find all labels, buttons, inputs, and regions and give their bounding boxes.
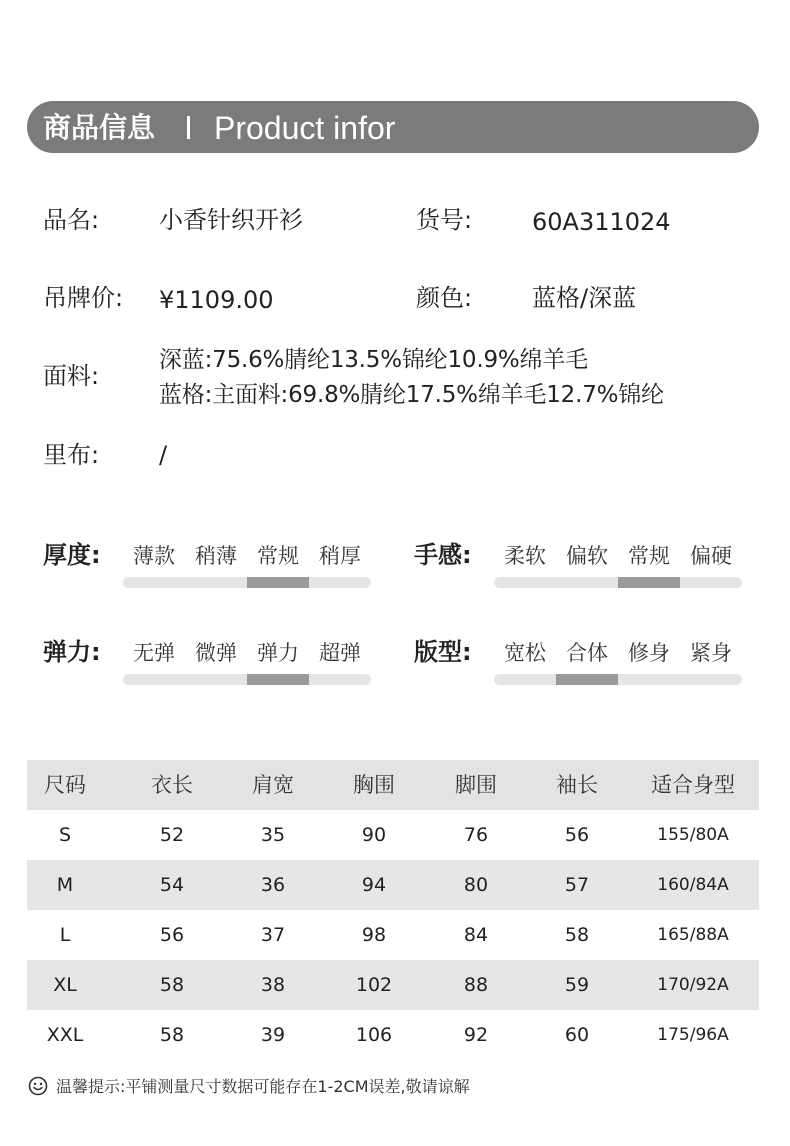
name-value: 小香针织开衫: [159, 206, 303, 234]
elasticity-option: 无弹: [133, 641, 175, 665]
table-cell: 90: [361, 824, 387, 846]
table-cell: 165/88A: [657, 925, 729, 945]
table-cell: 59: [564, 974, 590, 996]
fit-title: 版型:: [414, 638, 472, 666]
table-cell: 80: [463, 874, 489, 896]
thickness-option: 稍厚: [319, 544, 361, 568]
table-cell: 170/92A: [657, 975, 729, 995]
table-cell: 胸围: [353, 773, 395, 797]
lining-label: 里布:: [43, 441, 100, 469]
table-cell: 106: [355, 1024, 393, 1046]
fit-track: [494, 674, 742, 685]
size-table: [27, 760, 759, 1060]
table-row: [27, 860, 759, 910]
fit-option: 宽松: [504, 641, 546, 665]
thickness-option: 常规: [257, 544, 299, 568]
fit-selected-segment: [556, 674, 618, 685]
table-cell: 38: [260, 974, 286, 996]
header-title-cn: 商品信息: [43, 111, 156, 144]
lining-value: /: [159, 441, 168, 469]
feel-title: 手感:: [414, 541, 472, 569]
table-cell: 160/84A: [657, 875, 729, 895]
name-label: 品名:: [43, 206, 100, 234]
table-cell: L: [59, 924, 71, 946]
table-header-row: [27, 760, 759, 810]
tip-text: 温馨提示:平铺测量尺寸数据可能存在1-2CM误差,敬请谅解: [56, 1077, 470, 1096]
table-cell: 76: [463, 824, 489, 846]
fit-option: 修身: [628, 641, 670, 665]
table-cell: 衣长: [151, 773, 193, 797]
table-cell: 175/96A: [657, 1025, 729, 1045]
table-cell: 36: [260, 874, 286, 896]
table-row: [27, 910, 759, 960]
elasticity-track: [123, 674, 371, 685]
fabric-line-2: 蓝格:主面料:69.8%腈纶17.5%绵羊毛12.7%锦纶: [159, 382, 664, 408]
table-cell: 88: [463, 974, 489, 996]
table-cell: 58: [159, 1024, 185, 1046]
thickness-option: 稍薄: [195, 544, 237, 568]
smiley-icon: [28, 1076, 48, 1096]
feel-option: 柔软: [504, 544, 546, 568]
elasticity-option: 弹力: [257, 641, 299, 665]
table-cell: 92: [463, 1024, 489, 1046]
table-row: [27, 810, 759, 860]
table-cell: 58: [564, 924, 590, 946]
table-cell: 102: [355, 974, 393, 996]
table-cell: 56: [159, 924, 185, 946]
feel-option: 偏软: [566, 544, 608, 568]
table-cell: M: [56, 874, 74, 896]
table-cell: 脚围: [455, 773, 497, 797]
table-cell: 适合身型: [651, 773, 735, 797]
feel-selected-segment: [618, 577, 680, 588]
table-cell: 52: [159, 824, 185, 846]
elasticity-option: 超弹: [319, 641, 361, 665]
thickness-option: 薄款: [133, 544, 175, 568]
table-cell: 肩宽: [252, 773, 294, 797]
table-cell: 37: [260, 924, 286, 946]
table-cell: 84: [463, 924, 489, 946]
table-cell: 54: [159, 874, 185, 896]
elasticity-title: 弹力:: [43, 638, 101, 666]
table-cell: 35: [260, 824, 286, 846]
fit-option: 紧身: [690, 641, 732, 665]
thickness-title: 厚度:: [43, 541, 101, 569]
header-title-en: Product infor: [214, 110, 396, 146]
elasticity-option: 微弹: [195, 641, 237, 665]
feel-option: 常规: [628, 544, 670, 568]
elasticity-selected-segment: [247, 674, 309, 685]
table-cell: XXL: [46, 1024, 84, 1046]
color-value: 蓝格/深蓝: [532, 284, 637, 312]
table-row: [27, 1010, 759, 1060]
table-cell: 58: [159, 974, 185, 996]
fit-option: 合体: [566, 641, 608, 665]
color-label: 颜色:: [416, 284, 473, 312]
table-cell: 94: [361, 874, 387, 896]
feel-option: 偏硬: [690, 544, 732, 568]
price-value: ¥1109.00: [159, 286, 274, 314]
table-row: [27, 960, 759, 1010]
thickness-selected-segment: [247, 577, 309, 588]
table-cell: XL: [53, 974, 77, 996]
table-cell: 57: [564, 874, 590, 896]
thickness-track: [123, 577, 371, 588]
fabric-label: 面料:: [43, 362, 100, 390]
table-cell: 39: [260, 1024, 286, 1046]
table-cell: S: [58, 824, 72, 846]
header-divider: [187, 116, 190, 139]
table-cell: 60: [564, 1024, 590, 1046]
price-label: 吊牌价:: [43, 284, 124, 312]
sku-label: 货号:: [416, 206, 473, 234]
table-cell: 98: [361, 924, 387, 946]
table-cell: 155/80A: [657, 825, 729, 845]
sku-value: 60A311024: [532, 208, 671, 236]
table-cell: 袖长: [556, 773, 598, 797]
table-cell: 尺码: [44, 773, 86, 797]
table-cell: 56: [564, 824, 590, 846]
fabric-line-1: 深蓝:75.6%腈纶13.5%锦纶10.9%绵羊毛: [159, 347, 588, 373]
feel-track: [494, 577, 742, 588]
